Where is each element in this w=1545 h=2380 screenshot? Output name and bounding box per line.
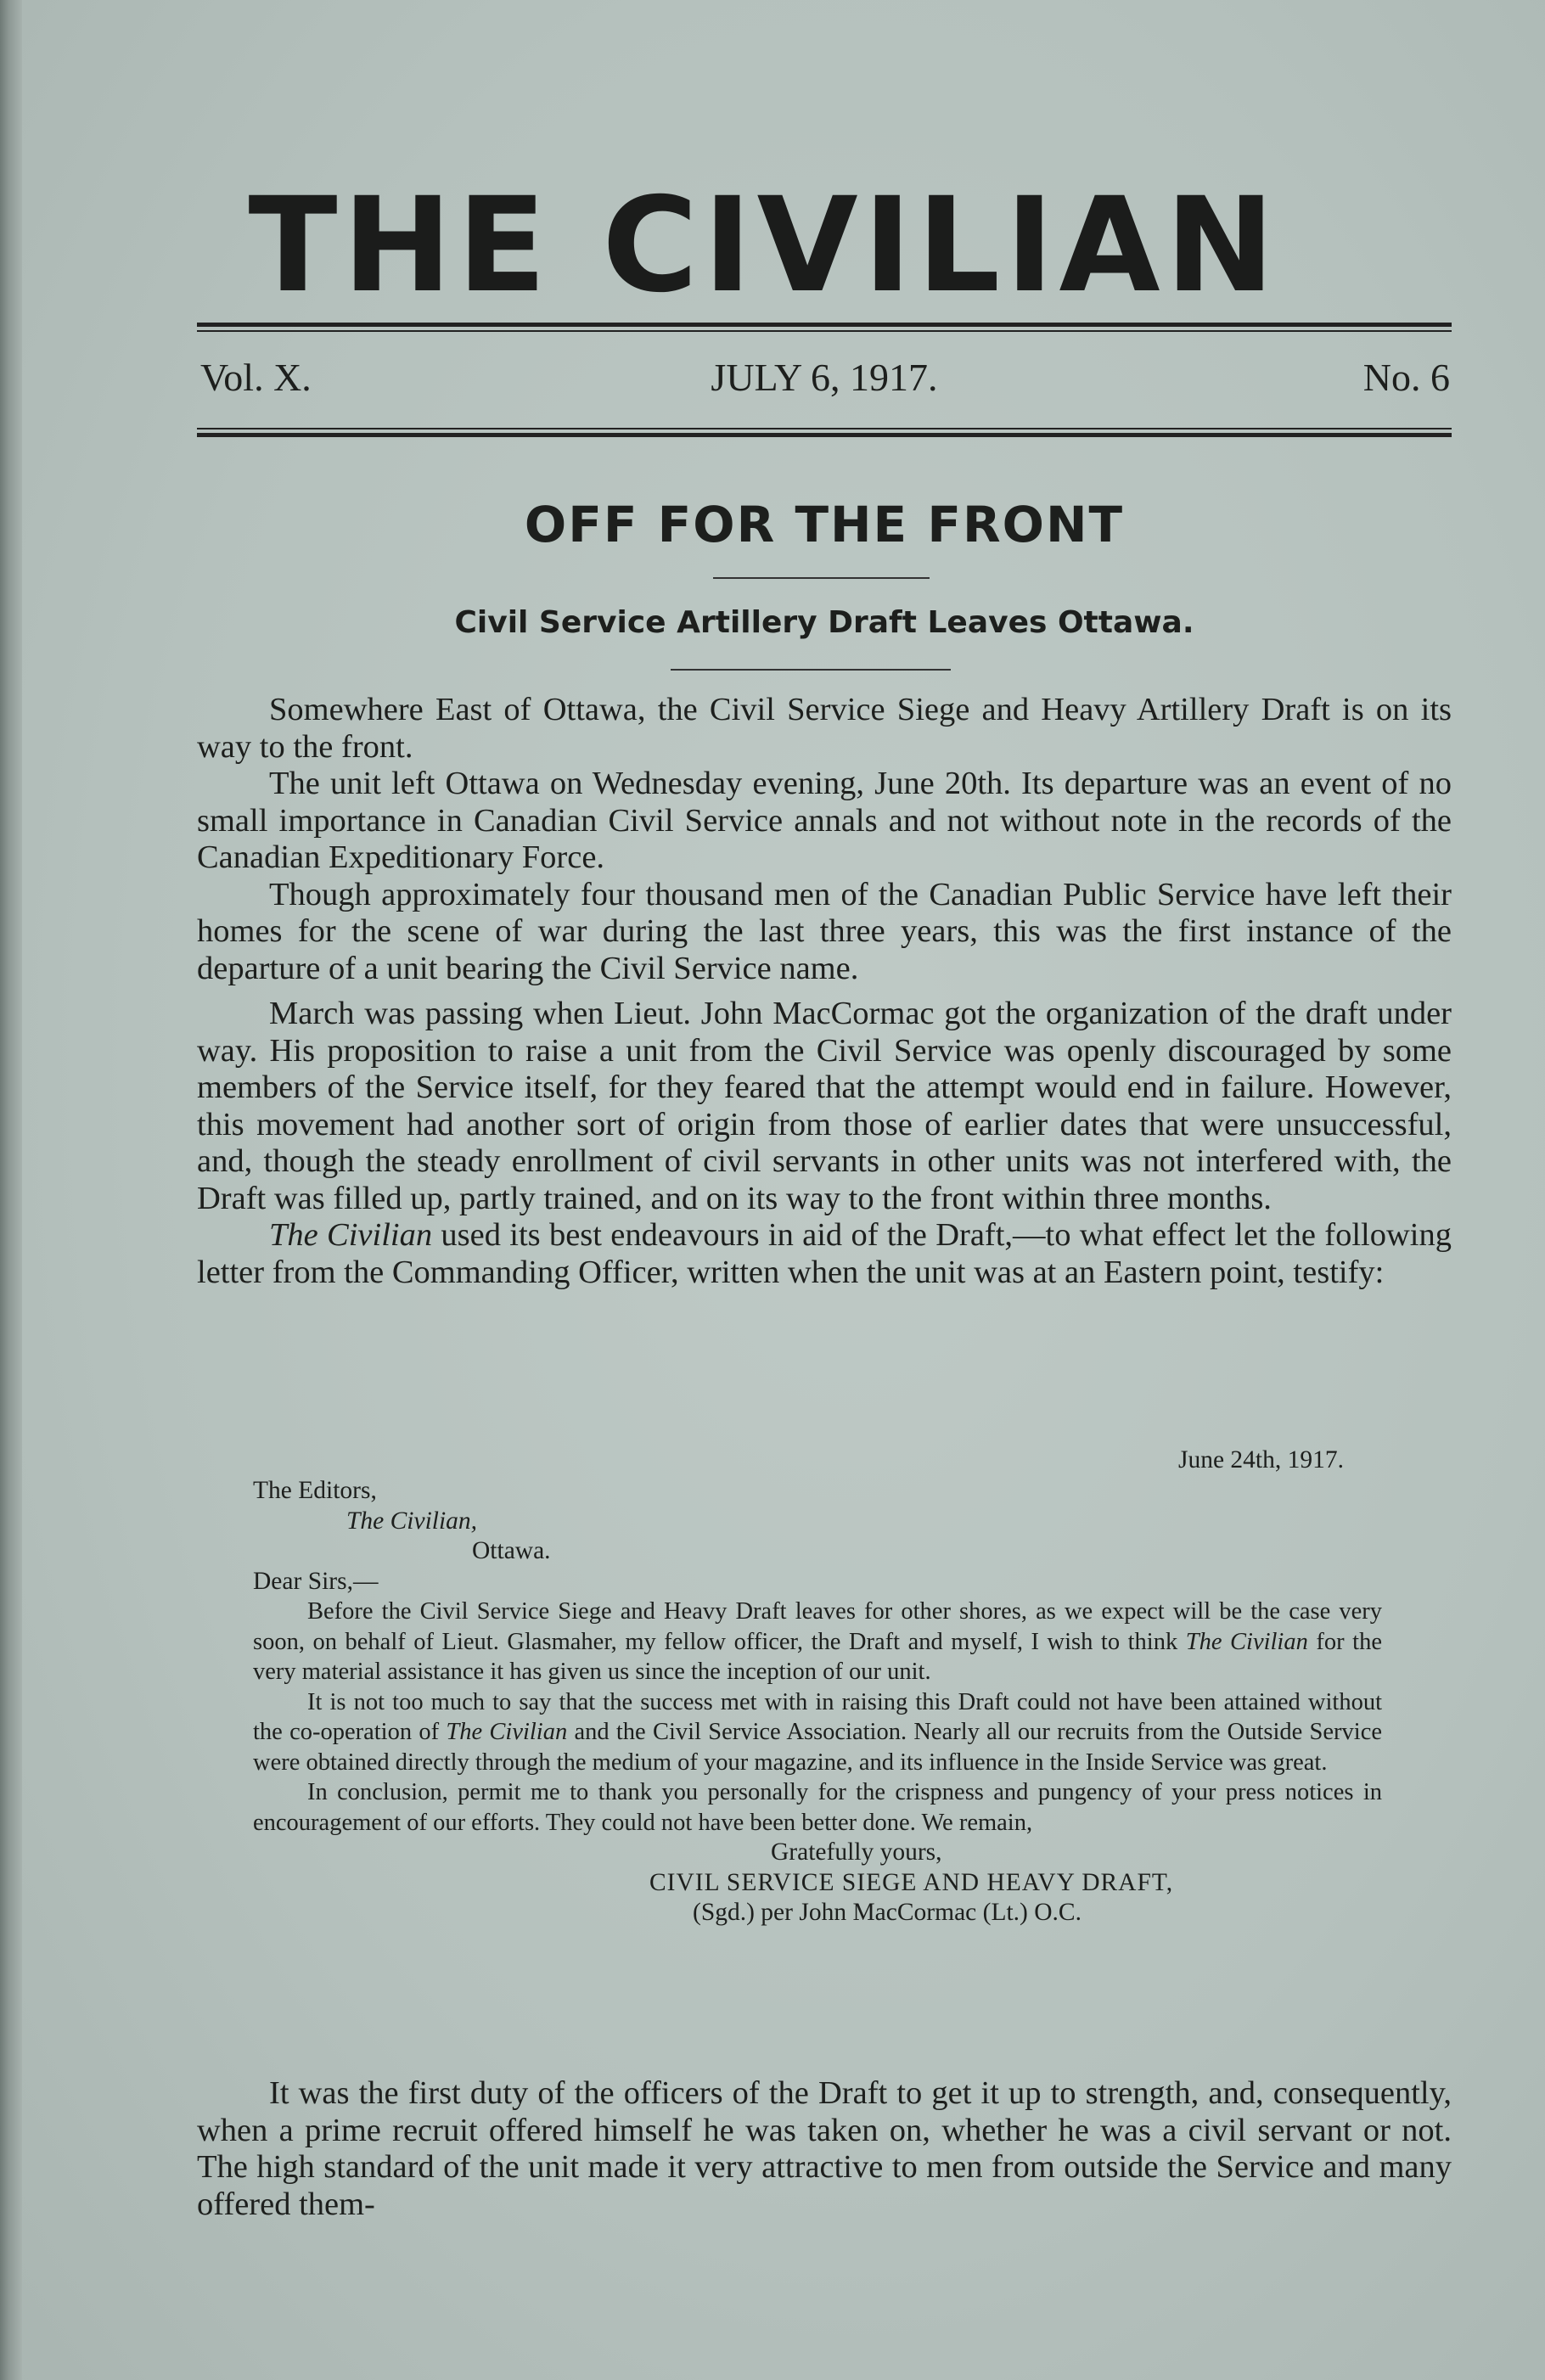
letter-paragraph: It is not too much to say that the success met with in raising this Draft could not have been attained without the co-operation of The Civilian and the Civil Service Association. Nearly all our recruits from the Outside Service were obtained directly through the medium of your magazine, and its influence in the Inside Service was great. <box>253 1688 1382 1776</box>
masthead-title: THE CIVILIAN <box>248 170 1280 322</box>
page-binding-edge <box>0 0 22 2380</box>
article-subheadline: Civil Service Artillery Draft Leaves Ottawa. <box>454 605 1194 640</box>
article-paragraph: Though approximately four thousand men of the Canadian Public Service have left their homes for the scene of war during the last three years, this was the first instance of the departure of a unit bearing the Civil Service name. <box>197 876 1452 986</box>
issue-line <box>197 352 1452 403</box>
article-paragraph: Somewhere East of Ottawa, the Civil Service Siege and Heavy Artillery Draft is on its way to the front. <box>197 692 1452 765</box>
article-paragraph: The unit left Ottawa on Wednesday evening, June 20th. Its departure was an event of no small importance in Canadian Civil Service annals and not without note in the records of the Canadian Expeditionary Force. <box>197 766 1452 875</box>
issue-rule-thick <box>197 433 1452 437</box>
publication-name: The Civilian <box>269 1217 433 1253</box>
masthead-rule-thick <box>197 323 1452 327</box>
letter-address: Ottawa. <box>472 1537 551 1564</box>
volume-number: Vol. X. <box>200 356 312 399</box>
headline-divider <box>713 577 930 579</box>
issue-rule-thin <box>197 428 1452 429</box>
letter-address: The Civilian, <box>346 1507 478 1535</box>
letter-salutation: Dear Sirs,— <box>253 1567 379 1595</box>
issue-date: JULY 6, 1917. <box>711 356 938 399</box>
article-headline: OFF FOR THE FRONT <box>524 496 1125 553</box>
masthead-rule-thin <box>197 330 1452 332</box>
issue-number: No. 6 <box>1362 356 1450 399</box>
letter-signature-unit: CIVIL SERVICE SIEGE AND HEAVY DRAFT, <box>649 1868 1174 1896</box>
letter-paragraph: Before the Civil Service Siege and Heavy Draft leaves for other shores, as we expect will be the case very soon, on behalf of Lieut. Glasmaher, my fellow officer, the Draft and myself, I wish to think The Civilian for the very material assistance it has given us since the inception of our unit. <box>253 1598 1382 1685</box>
subheadline-divider <box>671 669 951 671</box>
letter-address: The Editors, <box>253 1477 377 1504</box>
article-paragraph: March was passing when Lieut. John MacCormac got the organization of the draft under way. His proposition to raise a unit from the Civil Service was openly discouraged by some members of the Service itself, for they feared that the attempt would end in failure. However, this movement had another sort of origin from those of earlier dates that were unsuccessful, and, though the steady enrollment of civil servants in other units was not interfered with, the Draft was filled up, partly trained, and on its way to the front within three months. <box>197 996 1452 1216</box>
article-paragraph: The Civilian used its best endeavours in aid of the Draft,—to what effect let the following letter from the Commanding Officer, written when the unit was at an Eastern point, testify: <box>197 1217 1452 1290</box>
letter-closing: Gratefully yours, <box>771 1838 942 1866</box>
letter-dateline: June 24th, 1917. <box>1177 1446 1344 1473</box>
letter-paragraph: In conclusion, permit me to thank you personally for the crispness and pungency of your press notices in encouragement of our efforts. They could not have been better done. We remain, <box>253 1779 1382 1836</box>
article-body <box>197 692 1452 1291</box>
letter-signature-officer: (Sgd.) per John MacCormac (Lt.) O.C. <box>693 1899 1082 1926</box>
article-body-continued <box>197 2075 1452 2223</box>
article-paragraph: It was the first duty of the officers of the Draft to get it up to strength, and, consequently, when a prime recruit offered himself he was taken on, whether he was a civil servant or not. The high standard of the unit made it very attractive to men from outside the Service and many offered them- <box>197 2075 1452 2222</box>
letter <box>253 1445 1382 1928</box>
